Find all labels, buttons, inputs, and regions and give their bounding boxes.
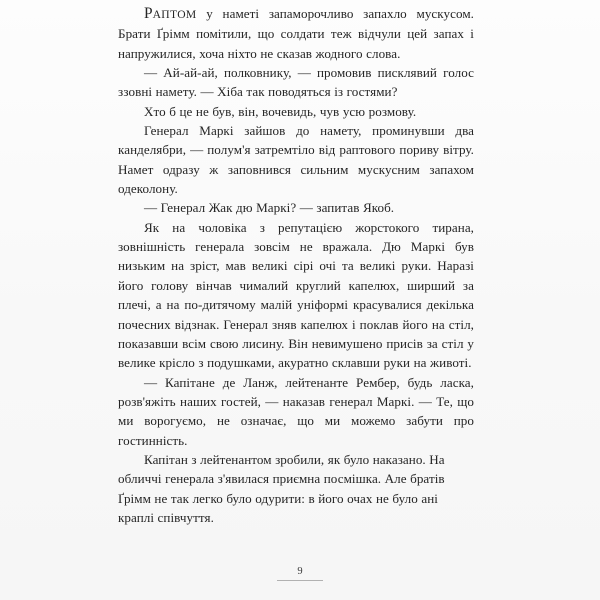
page-number: 9 bbox=[297, 566, 303, 577]
opening-small-caps: АПТОМ bbox=[152, 8, 197, 21]
paragraph-narration-3: Як на чоловіка з репутацією жорстокого тирана, зовнішність генерала зовсім не вражала. Дю Маркі був низьким на зріст, мав великі сірі очі та великі руки. Наразі його голову вінчав чималий круглий капелюх, ширший за плечі, а на по-дитячому малій уніформі красувалися декілька почесних відзнак. Генерал зняв капелюх і поклав його на стіл, показавши всім свою лисину. Він невимушено присів за стіл у велике крісло з подушками, акуратно склавши руки на животі. bbox=[118, 219, 474, 371]
paragraph-narration-2: Генерал Маркі зайшов до намету, проминувши два канделябри, — полум'я затремтіло від раптового пориву вітру. Намет одразу ж заповнився сильним мускусним запахом одеколону. bbox=[118, 123, 474, 197]
text-column bbox=[118, 4, 474, 527]
paragraph-opening bbox=[118, 4, 474, 63]
paragraph-narration-1: Хто б це не був, він, вочевидь, чув усю розмову. bbox=[144, 103, 417, 119]
drop-cap: Р bbox=[144, 5, 153, 22]
paragraph-dialogue-3: — Капітане де Ланж, лейтенанте Рембер, будь ласка, розв'яжіть наших гостей, — наказав генерал Маркі. — Те, що ми ворогуємо, не означає, що ми можемо забути про гостинність. bbox=[118, 374, 474, 448]
paragraph-narration-4: Капітан з лейтенантом зробили, як було наказано. На обличчі генерала з'явилася приємна посмішка. Але братів Ґрімм не так легко було одурити: в його очах не було ані краплі співчуття. bbox=[118, 451, 445, 525]
folio-rule-ornament bbox=[277, 580, 323, 581]
paragraph-dialogue-1: — Ай-ай-ай, полковнику, — промовив писклявий голос ззовні намету. — Хіба так поводяться із гостями? bbox=[118, 65, 474, 100]
paragraph-dialogue-2: — Генерал Жак дю Маркі? — запитав Якоб. bbox=[144, 200, 395, 216]
page-folio bbox=[0, 566, 600, 581]
paragraph-text: у наметі запаморочливо запахло мускусом. Брати Ґрімм помітили, що солдати теж відчули цей запах і напружилися, хоча ніхто не сказав жодного слова. bbox=[118, 6, 474, 61]
